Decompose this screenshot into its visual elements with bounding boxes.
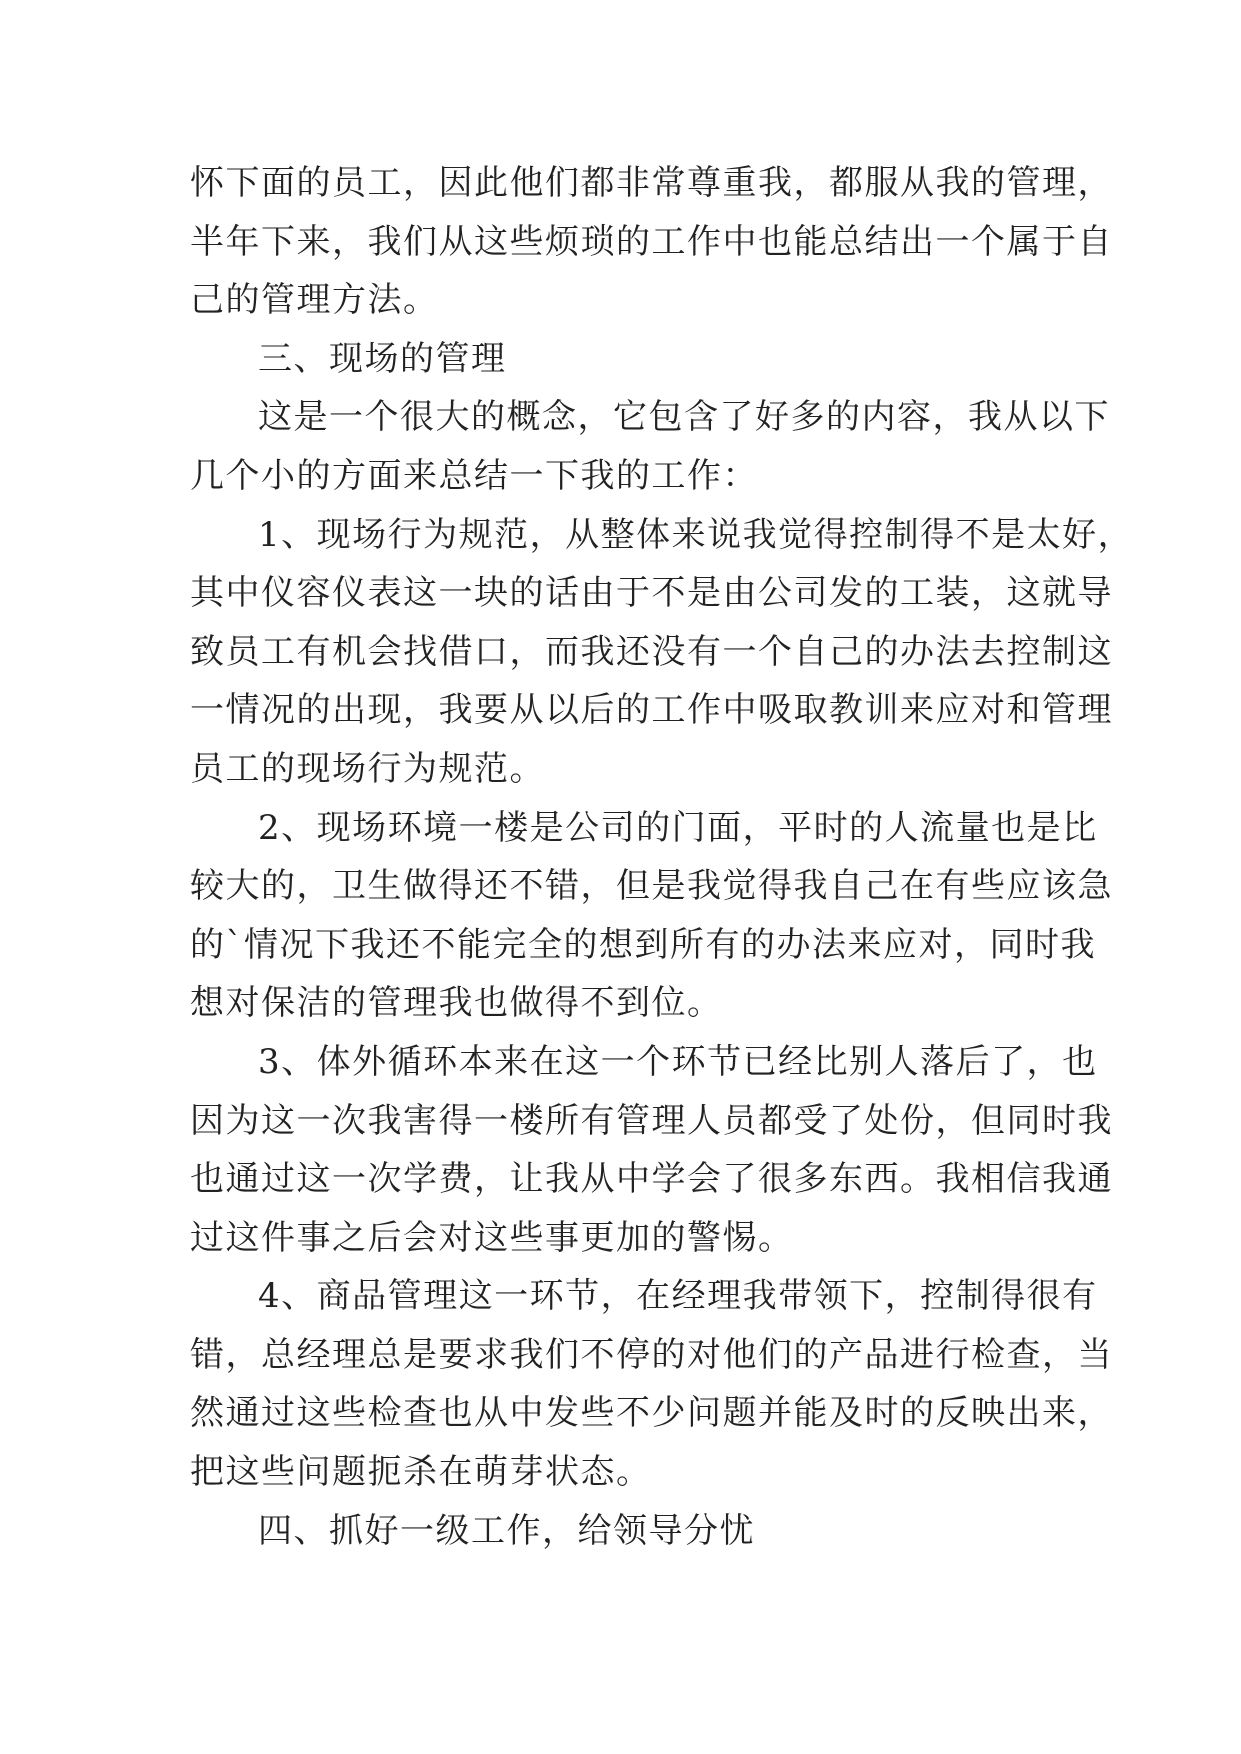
text-line: 因为这一次我害得一楼所有管理人员都受了处份，但同时我 xyxy=(190,1100,1113,1141)
text-line: 错，总经理总是要求我们不停的对他们的产品进行检查，当 xyxy=(190,1334,1113,1375)
text-line: 也通过这一次学费，让我从中学会了很多东西。我相信我通 xyxy=(190,1159,1113,1200)
document-body xyxy=(190,154,1134,1560)
text-line: 几个小的方面来总结一下我的工作： xyxy=(190,455,758,496)
text-line: 怀下面的员工，因此他们都非常尊重我，都服从我的管理， xyxy=(190,163,1113,203)
section-heading: 四、抓好一级工作，给领导分忧 xyxy=(258,1510,755,1551)
text-line: 员工的现场行为规范。 xyxy=(190,748,545,789)
text-line: 3、体外循环本来在这一个环节已经比别人落后了，也 xyxy=(258,1041,1098,1082)
text-line: 一情况的出现，我要从以后的工作中吸取教训来应对和管理 xyxy=(190,690,1113,731)
text-line: 己的管理方法。 xyxy=(190,280,439,321)
section-heading: 三、现场的管理 xyxy=(258,338,507,379)
text-line: 较大的，卫生做得还不错，但是我觉得我自己在有些应该急 xyxy=(190,866,1113,907)
text-line: 想对保洁的管理我也做得不到位。 xyxy=(190,983,723,1024)
text-line: 4、商品管理这一环节，在经理我带领下，控制得很有 xyxy=(258,1276,1098,1317)
text-line: 过这件事之后会对这些事更加的警惕。 xyxy=(190,1217,794,1258)
text-line: 把这些问题扼杀在萌芽状态。 xyxy=(190,1452,652,1493)
text-line: 这是一个很大的概念，它包含了好多的内容，我从以下 xyxy=(258,397,1110,438)
text-line: 半年下来，我们从这些烦琐的工作中也能总结出一个属于自 xyxy=(190,221,1113,262)
text-line: 然通过这些检查也从中发些不少问题并能及时的反映出来， xyxy=(190,1393,1113,1434)
text-line: 其中仪容仪表这一块的话由于不是由公司发的工装，这就导 xyxy=(190,573,1113,614)
text-line: 的`情况下我还不能完全的想到所有的办法来应对，同时我 xyxy=(190,924,1096,965)
text-line: 致员工有机会找借口，而我还没有一个自己的办法去控制这 xyxy=(190,631,1113,672)
text-line: 1、现场行为规范，从整体来说我觉得控制得不是太好， xyxy=(258,514,1134,555)
text-line: 2、现场环境一楼是公司的门面，平时的人流量也是比 xyxy=(258,807,1098,848)
